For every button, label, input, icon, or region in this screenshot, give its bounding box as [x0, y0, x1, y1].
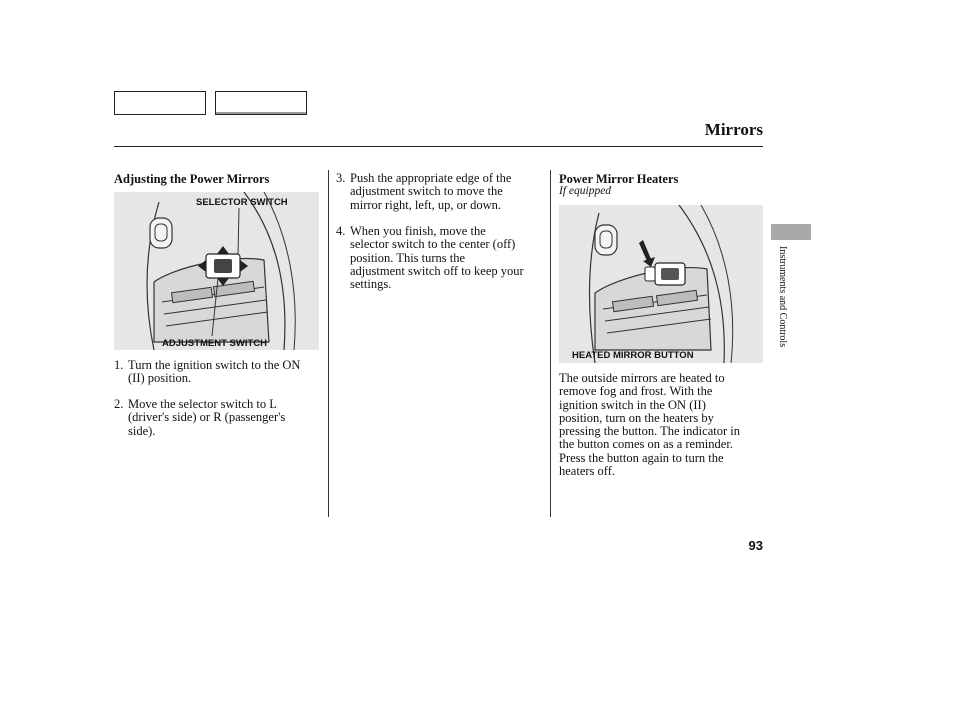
column-divider-1 [328, 170, 329, 517]
paragraph-line: ignition switch in the ON (II) [559, 397, 706, 412]
step-line: side). [128, 423, 156, 438]
step-line: settings. [350, 277, 392, 292]
side-tab-label: Instruments and Controls [777, 246, 788, 348]
side-tab-marker [771, 224, 811, 240]
page-title: Mirrors [704, 120, 763, 139]
paragraph-line: remove fog and frost. With the [559, 384, 713, 399]
paragraph-line: pressing the button. The indicator in [559, 424, 740, 439]
step-line: When you finish, move the [350, 224, 486, 238]
step-line: mirror right, left, up, or down. [350, 197, 502, 212]
section-heading-mirror-heaters: Power Mirror Heaters [559, 172, 679, 186]
step-number: 4. [336, 224, 346, 238]
section-heading-power-mirrors: Adjusting the Power Mirrors [114, 172, 270, 186]
step-line: position. This turns the [350, 250, 466, 265]
paragraph-line: position, turn on the heaters by [559, 410, 714, 425]
figure-selector-switch [114, 192, 319, 350]
if-equipped-note: If equipped [559, 185, 612, 197]
nav-box-1[interactable] [114, 91, 206, 115]
step-line: adjustment switch to move the [350, 184, 503, 199]
selector-switch-illustration [114, 192, 319, 350]
heated-mirror-illustration [559, 205, 763, 363]
adjustment-switch-label: ADJUSTMENT SWITCH [162, 338, 268, 349]
step-line: selector switch to the center (off) [350, 237, 516, 252]
step-line: adjustment switch off to keep your [350, 263, 524, 278]
header-rule [114, 146, 763, 147]
figure-heated-mirror-button [559, 205, 763, 363]
page-number: 93 [748, 538, 763, 553]
step-number: 1. [114, 358, 124, 372]
column-divider-2 [550, 170, 551, 517]
heated-mirror-button-label: HEATED MIRROR BUTTON [572, 350, 694, 361]
paragraph-line: heaters off. [559, 464, 615, 479]
step-line: (II) position. [128, 371, 192, 386]
paragraph-line: the button comes on as a reminder. [559, 437, 733, 452]
paragraph-line: The outside mirrors are heated to [559, 371, 725, 385]
step-line: (driver's side) or R (passenger's [128, 410, 286, 425]
step-line: Push the appropriate edge of the [350, 171, 512, 185]
step-line: Move the selector switch to L [128, 397, 277, 411]
heater-description [559, 372, 767, 478]
step-number: 2. [114, 397, 124, 411]
step-number: 3. [336, 171, 346, 185]
step-line: Turn the ignition switch to the ON [128, 358, 301, 372]
selector-switch-label: SELECTOR SWITCH [196, 197, 288, 208]
paragraph-line: Press the button again to turn the [559, 450, 724, 465]
nav-box-2[interactable] [215, 91, 307, 115]
